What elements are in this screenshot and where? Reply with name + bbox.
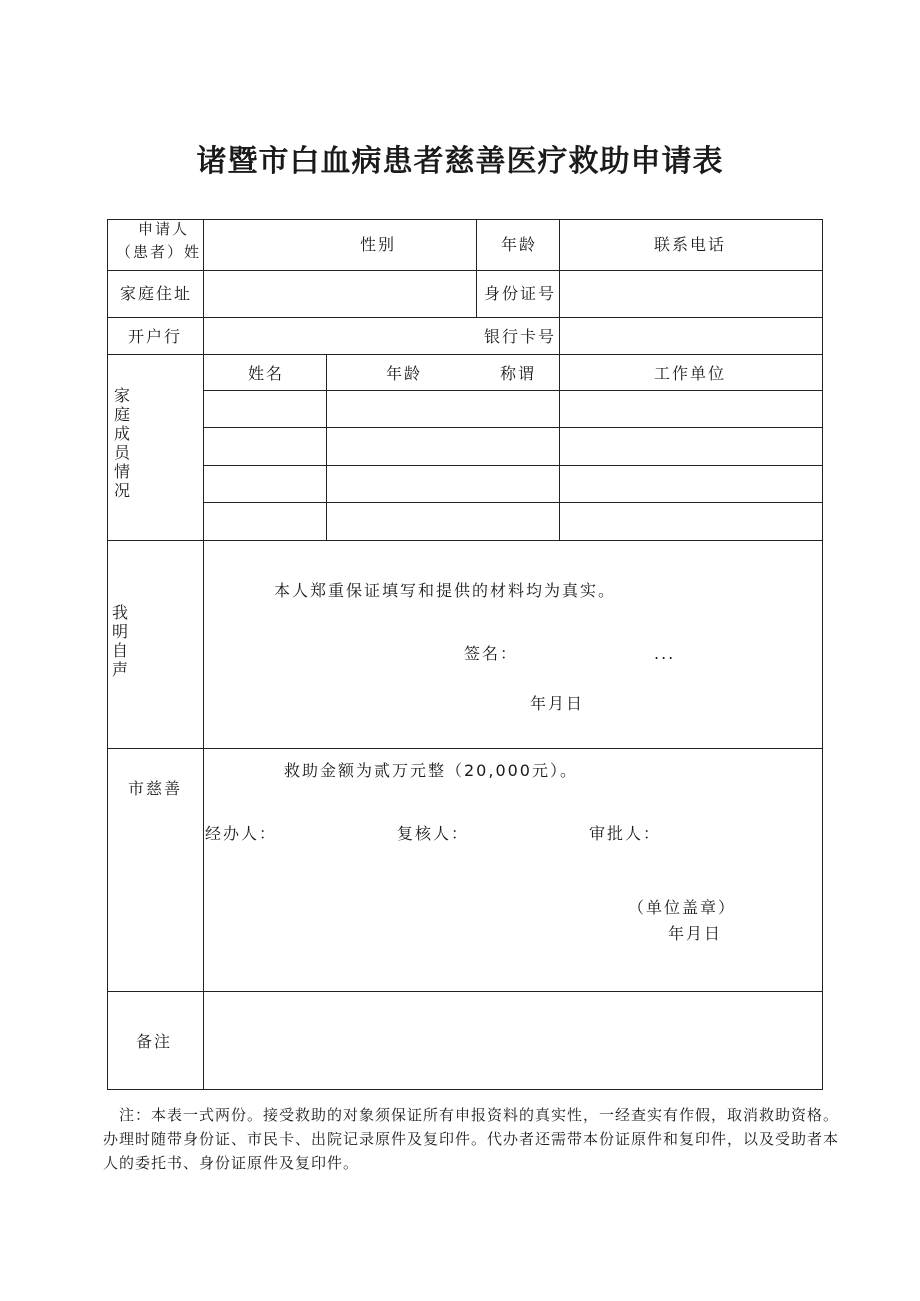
col-divider [476,220,477,317]
address-label: 家庭住址 [120,284,193,303]
row-divider [203,390,822,391]
row-divider [108,748,822,749]
charity-label: 市慈善 [128,779,183,798]
col-divider [559,354,560,540]
row-divider [203,502,822,503]
row-divider [108,540,822,541]
declaration-text: 本人郑重保证填写和提供的材料均为真实。 [274,581,617,600]
family-col-relation: 称谓 [500,364,537,383]
bank-card-label: 银行卡号 [484,327,557,346]
bank-label: 开户行 [128,327,183,346]
declaration-date: 年月日 [530,694,585,713]
declaration-side-label: 我 明 自 声 [111,603,128,679]
row-divider [108,991,822,992]
age-label: 年龄 [501,235,538,254]
footnote: 注：本表一式两份。接受救助的对象须保证所有申报资料的真实性，一经查实有作假，取消救助资格。办理时随带身份证、市民卡、出院记录原件及复印件。代办者还需带本份证原件和复印件，以及受助者本人的委托书、身份证原件及复印件。 [103,1106,840,1172]
row-divider [108,270,822,271]
row-divider [108,317,822,318]
family-col-age: 年龄 [386,364,423,383]
col-divider [559,220,560,354]
applicant-label-line2: （患者）姓 [116,243,202,261]
family-col-work: 工作单位 [654,364,727,383]
remark-label: 备注 [136,1032,173,1051]
row-divider [108,354,822,355]
approver-label: 审批人： [589,824,662,843]
gender-label: 性别 [360,235,397,254]
application-form [107,219,823,1090]
phone-label: 联系电话 [654,235,727,254]
id-number-label: 身份证号 [484,284,557,303]
charity-date: 年月日 [668,924,723,943]
reviewer-label: 复核人： [397,824,470,843]
signature-label: 签名： [464,644,519,663]
family-col-name: 姓名 [248,364,285,383]
applicant-label-line1: 申请人 [138,220,190,238]
signature-dots: ... [654,644,676,663]
row-divider [203,465,822,466]
seal-label: （单位盖章） [628,898,737,917]
col-divider [326,354,327,540]
family-side-label: 家 庭 成 员 情 况 [113,386,130,500]
col-divider [203,220,204,1089]
handler-label: 经办人： [205,824,278,843]
row-divider [203,427,822,428]
relief-amount: 救助金额为贰万元整（20,000元）。 [284,761,578,780]
page-title: 诸暨市白血病患者慈善医疗救助申请表 [196,144,724,179]
